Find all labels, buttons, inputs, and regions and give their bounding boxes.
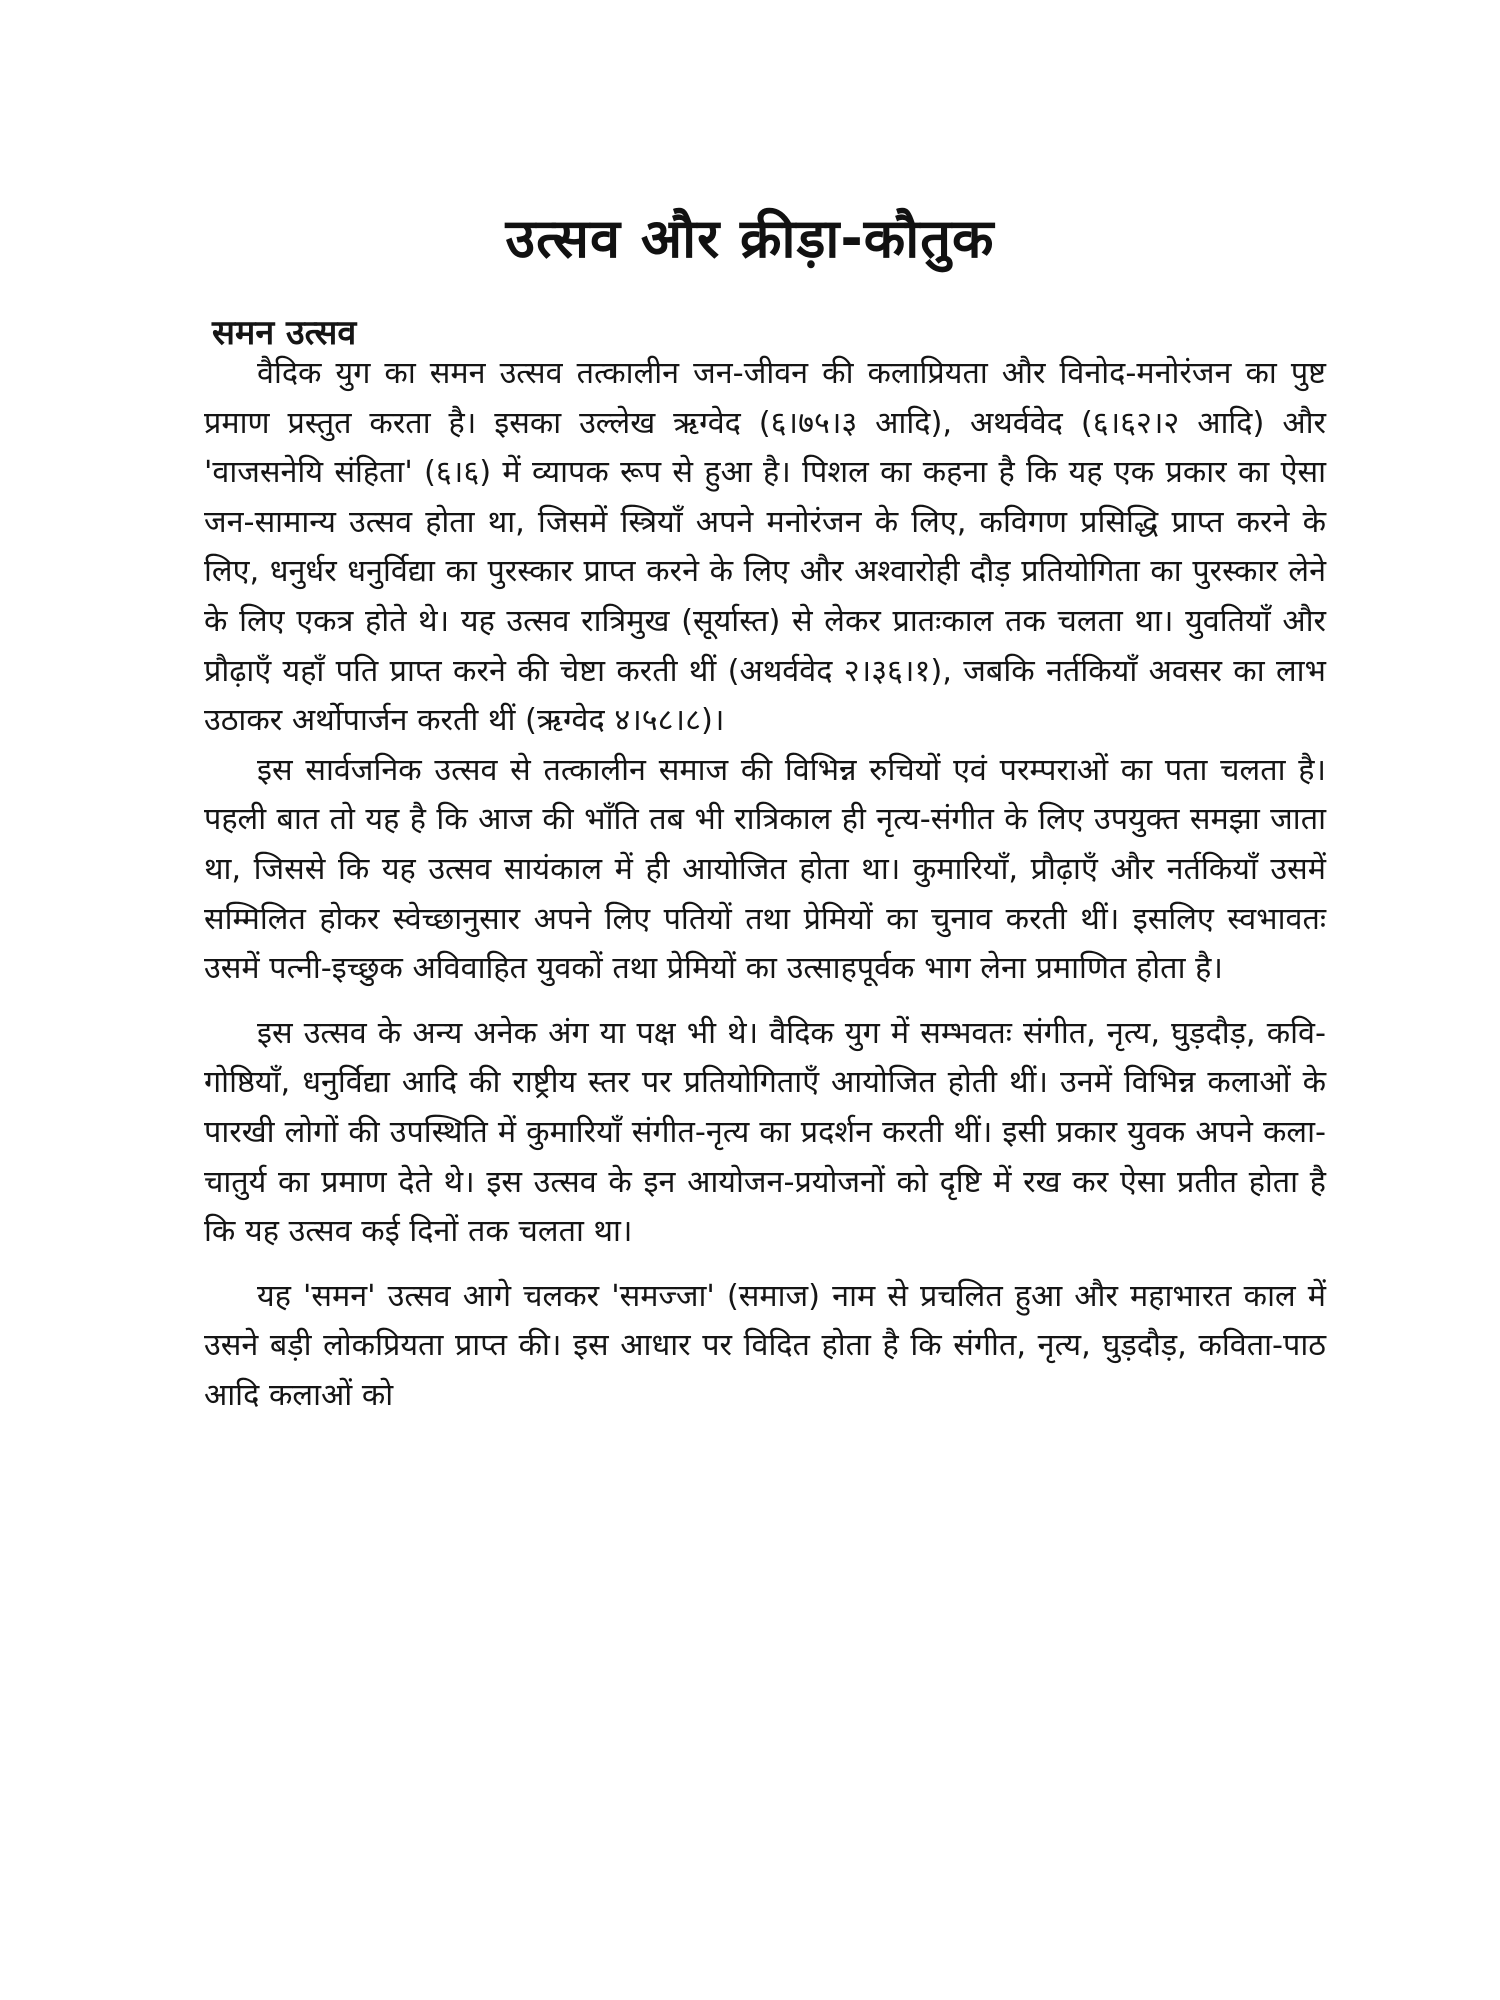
paragraph-3: इस उत्सव के अन्य अनेक अंग या पक्ष भी थे। वैदिक युग में सम्भवतः संगीत, नृत्य, घुड़दौड़, कवि-गोष्ठियाँ, धनुर्विद्या आदि की राष्ट्रीय स्तर पर प्रतियोगिताएँ आयोजित होती थीं। उनमें विभिन्न कलाओं के पारखी लोगों की उपस्थिति में कुमारियाँ संगीत-नृत्य का प्रदर्शन करती थीं। इसी प्रकार युवक अपने कला-चातुर्य का प्रमाण देते थे। इस उत्सव के इन आयोजन-प्रयोजनों को दृष्टि में रख कर ऐसा प्रतीत होता है कि यह उत्सव कई दिनों तक चलता था। bbox=[204, 1015, 1326, 1250]
paragraph-4: यह 'समन' उत्सव आगे चलकर 'समज्जा' (समाज) नाम से प्रचलित हुआ और महाभारत काल में उसने बड़ी लोकप्रियता प्राप्त की। इस आधार पर विदित होता है कि संगीत, नृत्य, घुड़दौड़, कविता-पाठ आदि कलाओं को bbox=[204, 1278, 1326, 1413]
chapter-title: उत्सव और क्रीड़ा-कौतुक bbox=[505, 207, 995, 271]
body-text bbox=[204, 349, 1326, 1420]
section-heading: समन उत्सव bbox=[212, 313, 357, 354]
paragraph-2: इस सार्वजनिक उत्सव से तत्कालीन समाज की विभिन्न रुचियों एवं परम्पराओं का पता चलता है। पहली बात तो यह है कि आज की भाँति तब भी रात्रिकाल ही नृत्य-संगीत के लिए उपयुक्त समझा जाता था, जिससे कि यह उत्सव सायंकाल में ही आयोजित होता था। कुमारियाँ, प्रौढ़ाएँ और नर्तकियाँ उसमें सम्मिलित होकर स्वेच्छानुसार अपने लिए पतियों तथा प्रेमियों का चुनाव करती थीं। इसलिए स्वभावतः उसमें पत्नी-इच्छुक अविवाहित युवकों तथा प्रेमियों का उत्साहपूर्वक भाग लेना प्रमाणित होता है। bbox=[204, 752, 1326, 987]
paragraph-1: वैदिक युग का समन उत्सव तत्कालीन जन-जीवन की कलाप्रियता और विनोद-मनोरंजन का पुष्ट प्रमाण प्रस्तुत करता है। इसका उल्लेख ऋग्वेद (६।७५।३ आदि), अथर्ववेद (६।६२।२ आदि) और 'वाजसनेयि संहिता' (६।६) में व्यापक रूप से हुआ है। पिशल का कहना है कि यह एक प्रकार का ऐसा जन-सामान्य उत्सव होता था, जिसमें स्त्रियाँ अपने मनोरंजन के लिए, कविगण प्रसिद्धि प्राप्त करने के लिए, धनुर्धर धनुर्विद्या का पुरस्कार प्राप्त करने के लिए और अश्वारोही दौड़ प्रतियोगिता का पुरस्कार लेने के लिए एकत्र होते थे। यह उत्सव रात्रिमुख (सूर्यास्त) से लेकर प्रातःकाल तक चलता था। युवतियाँ और प्रौढ़ाएँ यहाँ पति प्राप्त करने की चेष्टा करती थीं (अथर्ववेद २।३६।१), जबकि नर्तकियाँ अवसर का लाभ उठाकर अर्थोपार्जन करती थीं (ऋग्वेद ४।५८।८)। bbox=[204, 356, 1326, 739]
